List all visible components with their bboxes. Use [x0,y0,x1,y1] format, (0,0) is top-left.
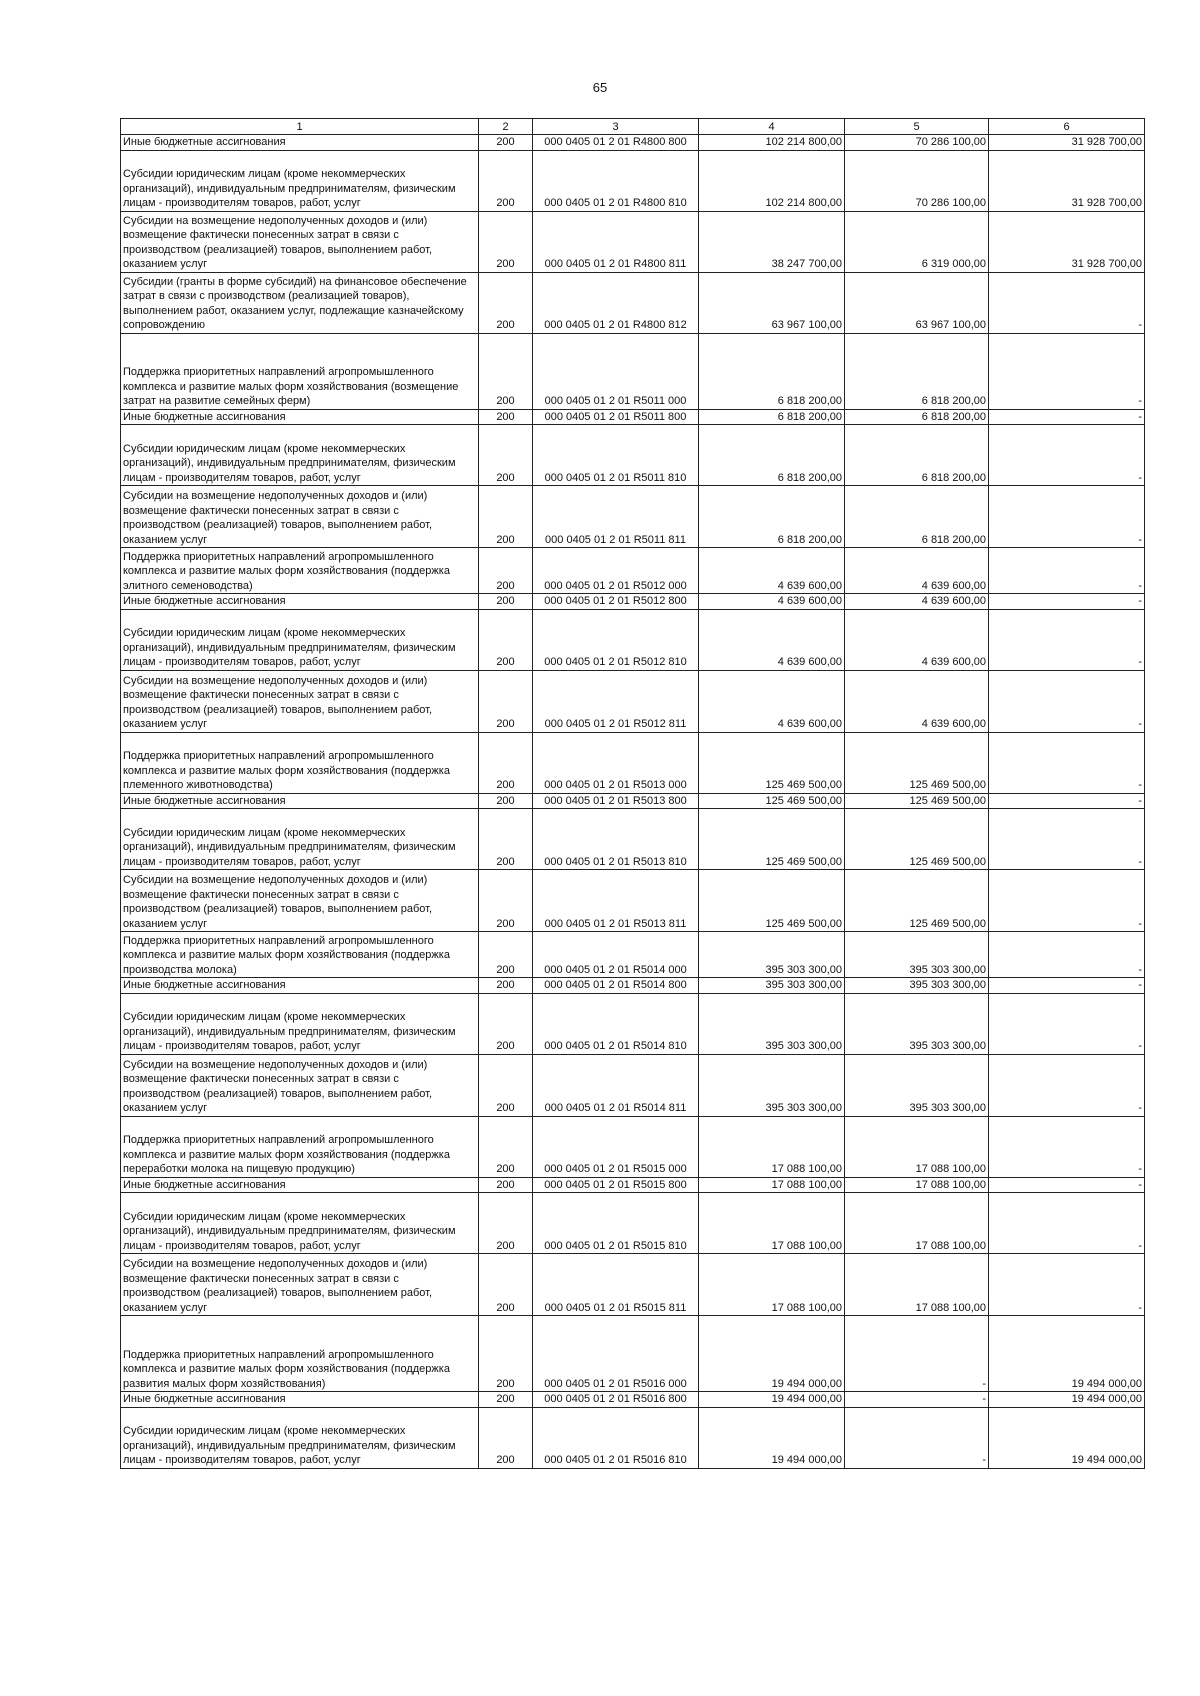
row-col-4: 4 639 600,00 [699,548,845,594]
row-name: Субсидии юридическим лицам (кроме некоммерческих организаций), индивидуальным предпринимателям, физическим лицам - производителям товаров, работ, услуг [121,1407,479,1468]
row-col-4: 395 303 300,00 [699,993,845,1054]
row-col-5: 125 469 500,00 [845,870,989,932]
table-row [121,211,1145,272]
row-col-5: - [845,1316,989,1392]
row-type: 200 [479,211,533,272]
row-type: 200 [479,1316,533,1392]
row-col-5: 395 303 300,00 [845,1054,989,1116]
row-type: 200 [479,609,533,670]
row-code: 000 0405 01 2 01 R4800 811 [533,211,699,272]
table-row [121,1193,1145,1254]
row-col-6: - [989,809,1145,870]
row-col-6: - [989,548,1145,594]
row-col-4: 4 639 600,00 [699,670,845,732]
row-col-4: 4 639 600,00 [699,594,845,610]
row-code: 000 0405 01 2 01 R5011 800 [533,409,699,425]
row-code: 000 0405 01 2 01 R5016 800 [533,1392,699,1408]
row-name: Субсидии на возмещение недополученных доходов и (или) возмещение фактически понесенных затрат в связи с производством (реализацией) товаров, выполнением работ, оказанием услуг [121,486,479,548]
row-code: 000 0405 01 2 01 R5015 800 [533,1177,699,1193]
row-name: Иные бюджетные ассигнования [121,1177,479,1193]
row-type: 200 [479,809,533,870]
row-col-4: 4 639 600,00 [699,609,845,670]
row-code: 000 0405 01 2 01 R5012 811 [533,670,699,732]
budget-table [120,118,1145,1469]
row-col-6: - [989,670,1145,732]
row-name: Субсидии юридическим лицам (кроме некоммерческих организаций), индивидуальным предпринимателям, физическим лицам - производителям товаров, работ, услуг [121,609,479,670]
row-col-6: - [989,1254,1145,1316]
header-col-3: 3 [533,119,699,135]
row-col-5: 17 088 100,00 [845,1254,989,1316]
row-col-4: 6 818 200,00 [699,409,845,425]
row-name: Субсидии юридическим лицам (кроме некоммерческих организаций), индивидуальным предпринимателям, физическим лицам - производителям товаров, работ, услуг [121,809,479,870]
table-row [121,1054,1145,1116]
table-row [121,870,1145,932]
row-col-4: 102 214 800,00 [699,150,845,211]
row-name: Иные бюджетные ассигнования [121,1392,479,1408]
row-col-5: 63 967 100,00 [845,272,989,333]
row-col-5: 4 639 600,00 [845,670,989,732]
row-code: 000 0405 01 2 01 R5014 800 [533,978,699,994]
page-number: 65 [592,80,608,95]
header-col-4: 4 [699,119,845,135]
row-col-4: 19 494 000,00 [699,1392,845,1408]
row-name: Субсидии на возмещение недополученных доходов и (или) возмещение фактически понесенных затрат в связи с производством (реализацией) товаров, выполнением работ, оказанием услуг [121,670,479,732]
table-row [121,1254,1145,1316]
table-row [121,1116,1145,1177]
header-col-1: 1 [121,119,479,135]
row-col-4: 6 818 200,00 [699,425,845,486]
table-row [121,1392,1145,1408]
row-col-4: 38 247 700,00 [699,211,845,272]
row-col-5: 4 639 600,00 [845,548,989,594]
row-col-6: - [989,486,1145,548]
row-col-5: 125 469 500,00 [845,809,989,870]
row-type: 200 [479,1177,533,1193]
row-name: Иные бюджетные ассигнования [121,594,479,610]
row-col-6: - [989,732,1145,793]
row-col-6: - [989,409,1145,425]
row-type: 200 [479,1116,533,1177]
row-col-6: - [989,1116,1145,1177]
table-row [121,1316,1145,1392]
row-type: 200 [479,409,533,425]
row-code: 000 0405 01 2 01 R5013 810 [533,809,699,870]
row-col-6: - [989,993,1145,1054]
row-code: 000 0405 01 2 01 R4800 810 [533,150,699,211]
row-name: Субсидии (гранты в форме субсидий) на финансовое обеспечение затрат в связи с производством (реализацией товаров), выполнением работ, оказанием услуг, подлежащие казначейскому сопровождению [121,272,479,333]
table-row [121,732,1145,793]
row-col-4: 6 818 200,00 [699,486,845,548]
row-col-5: - [845,1407,989,1468]
row-name: Поддержка приоритетных направлений агропромышленного комплекса и развитие малых форм хозяйствования (возмещение затрат на развитие семейных ферм) [121,333,479,409]
table-row [121,272,1145,333]
row-name: Поддержка приоритетных направлений агропромышленного комплекса и развитие малых форм хозяйствования (поддержка элитного семеноводства) [121,548,479,594]
row-col-6: - [989,594,1145,610]
row-name: Иные бюджетные ассигнования [121,409,479,425]
row-type: 200 [479,732,533,793]
row-col-5: - [845,1392,989,1408]
row-col-5: 395 303 300,00 [845,978,989,994]
row-name: Субсидии на возмещение недополученных доходов и (или) возмещение фактически понесенных затрат в связи с производством (реализацией) товаров, выполнением работ, оказанием услуг [121,1054,479,1116]
row-name: Субсидии на возмещение недополученных доходов и (или) возмещение фактически понесенных затрат в связи с производством (реализацией) товаров, выполнением работ, оказанием услуг [121,870,479,932]
row-col-5: 17 088 100,00 [845,1116,989,1177]
row-code: 000 0405 01 2 01 R5014 811 [533,1054,699,1116]
row-code: 000 0405 01 2 01 R4800 800 [533,135,699,151]
row-col-5: 395 303 300,00 [845,993,989,1054]
row-col-5: 6 818 200,00 [845,425,989,486]
row-name: Субсидии юридическим лицам (кроме некоммерческих организаций), индивидуальным предпринимателям, физическим лицам - производителям товаров, работ, услуг [121,993,479,1054]
row-type: 200 [479,486,533,548]
table-row [121,1177,1145,1193]
row-col-4: 17 088 100,00 [699,1193,845,1254]
header-col-2: 2 [479,119,533,135]
table-row [121,932,1145,978]
row-col-5: 6 319 000,00 [845,211,989,272]
row-name: Поддержка приоритетных направлений агропромышленного комплекса и развитие малых форм хозяйствования (поддержка переработки молока на пищевую продукцию) [121,1116,479,1177]
table-row [121,793,1145,809]
row-type: 200 [479,793,533,809]
row-type: 200 [479,425,533,486]
row-col-6: - [989,1193,1145,1254]
row-type: 200 [479,548,533,594]
table-row [121,409,1145,425]
row-col-4: 395 303 300,00 [699,978,845,994]
row-col-5: 6 818 200,00 [845,486,989,548]
row-type: 200 [479,150,533,211]
row-col-5: 70 286 100,00 [845,135,989,151]
row-col-4: 102 214 800,00 [699,135,845,151]
row-code: 000 0405 01 2 01 R5012 810 [533,609,699,670]
row-col-6: - [989,793,1145,809]
row-code: 000 0405 01 2 01 R5016 810 [533,1407,699,1468]
row-name: Субсидии на возмещение недополученных доходов и (или) возмещение фактически понесенных затрат в связи с производством (реализацией) товаров, выполнением работ, оказанием услуг [121,211,479,272]
row-col-6: - [989,932,1145,978]
row-col-4: 125 469 500,00 [699,732,845,793]
row-col-5: 125 469 500,00 [845,793,989,809]
header-col-5: 5 [845,119,989,135]
row-col-6: 31 928 700,00 [989,135,1145,151]
row-col-6: 19 494 000,00 [989,1316,1145,1392]
row-col-6: - [989,870,1145,932]
table-row [121,135,1145,151]
table-row [121,594,1145,610]
row-col-5: 4 639 600,00 [845,594,989,610]
row-type: 200 [479,1254,533,1316]
row-code: 000 0405 01 2 01 R4800 812 [533,272,699,333]
row-code: 000 0405 01 2 01 R5013 800 [533,793,699,809]
row-col-5: 6 818 200,00 [845,333,989,409]
row-code: 000 0405 01 2 01 R5015 000 [533,1116,699,1177]
row-col-5: 17 088 100,00 [845,1193,989,1254]
table-row [121,548,1145,594]
table-row [121,333,1145,409]
row-col-4: 395 303 300,00 [699,1054,845,1116]
row-col-6: 31 928 700,00 [989,150,1145,211]
row-name: Поддержка приоритетных направлений агропромышленного комплекса и развитие малых форм хозяйствования (поддержка племенного животноводства) [121,732,479,793]
table-row [121,1407,1145,1468]
row-col-5: 395 303 300,00 [845,932,989,978]
table-header [121,119,1145,135]
row-code: 000 0405 01 2 01 R5015 811 [533,1254,699,1316]
row-col-6: 31 928 700,00 [989,211,1145,272]
row-code: 000 0405 01 2 01 R5011 811 [533,486,699,548]
row-name: Иные бюджетные ассигнования [121,978,479,994]
table-row [121,978,1145,994]
row-name: Субсидии юридическим лицам (кроме некоммерческих организаций), индивидуальным предпринимателям, физическим лицам - производителям товаров, работ, услуг [121,425,479,486]
row-type: 200 [479,333,533,409]
row-col-6: 19 494 000,00 [989,1407,1145,1468]
row-type: 200 [479,135,533,151]
row-col-4: 125 469 500,00 [699,870,845,932]
row-col-6: - [989,425,1145,486]
row-col-4: 125 469 500,00 [699,809,845,870]
row-name: Поддержка приоритетных направлений агропромышленного комплекса и развитие малых форм хозяйствования (поддержка производства молока) [121,932,479,978]
row-col-6: - [989,1177,1145,1193]
row-type: 200 [479,1054,533,1116]
row-type: 200 [479,993,533,1054]
row-col-6: 19 494 000,00 [989,1392,1145,1408]
row-col-4: 63 967 100,00 [699,272,845,333]
row-code: 000 0405 01 2 01 R5012 000 [533,548,699,594]
row-type: 200 [479,670,533,732]
row-name: Поддержка приоритетных направлений агропромышленного комплекса и развитие малых форм хозяйствования (поддержка развития малых форм хозяйствования) [121,1316,479,1392]
row-name: Иные бюджетные ассигнования [121,793,479,809]
row-code: 000 0405 01 2 01 R5016 000 [533,1316,699,1392]
table-row [121,993,1145,1054]
row-code: 000 0405 01 2 01 R5014 000 [533,932,699,978]
row-type: 200 [479,1407,533,1468]
row-col-4: 17 088 100,00 [699,1116,845,1177]
table-row [121,425,1145,486]
row-name: Субсидии юридическим лицам (кроме некоммерческих организаций), индивидуальным предпринимателям, физическим лицам - производителям товаров, работ, услуг [121,150,479,211]
table-row [121,486,1145,548]
row-code: 000 0405 01 2 01 R5011 810 [533,425,699,486]
row-code: 000 0405 01 2 01 R5013 811 [533,870,699,932]
row-col-4: 125 469 500,00 [699,793,845,809]
row-type: 200 [479,1392,533,1408]
row-col-4: 17 088 100,00 [699,1254,845,1316]
row-col-6: - [989,333,1145,409]
row-col-4: 19 494 000,00 [699,1407,845,1468]
row-col-4: 17 088 100,00 [699,1177,845,1193]
row-name: Иные бюджетные ассигнования [121,135,479,151]
row-col-5: 6 818 200,00 [845,409,989,425]
row-code: 000 0405 01 2 01 R5015 810 [533,1193,699,1254]
row-name: Субсидии на возмещение недополученных доходов и (или) возмещение фактически понесенных затрат в связи с производством (реализацией) товаров, выполнением работ, оказанием услуг [121,1254,479,1316]
row-col-5: 125 469 500,00 [845,732,989,793]
row-col-6: - [989,609,1145,670]
row-code: 000 0405 01 2 01 R5013 000 [533,732,699,793]
header-col-6: 6 [989,119,1145,135]
row-type: 200 [479,594,533,610]
row-col-5: 4 639 600,00 [845,609,989,670]
row-col-6: - [989,1054,1145,1116]
row-col-4: 19 494 000,00 [699,1316,845,1392]
table-row [121,809,1145,870]
row-type: 200 [479,978,533,994]
row-col-5: 17 088 100,00 [845,1177,989,1193]
row-type: 200 [479,932,533,978]
row-col-5: 70 286 100,00 [845,150,989,211]
table-row [121,609,1145,670]
table-row [121,150,1145,211]
row-col-6: - [989,272,1145,333]
row-col-6: - [989,978,1145,994]
row-code: 000 0405 01 2 01 R5014 810 [533,993,699,1054]
row-col-4: 395 303 300,00 [699,932,845,978]
row-type: 200 [479,1193,533,1254]
row-col-4: 6 818 200,00 [699,333,845,409]
row-code: 000 0405 01 2 01 R5012 800 [533,594,699,610]
row-type: 200 [479,272,533,333]
table-row [121,670,1145,732]
row-name: Субсидии юридическим лицам (кроме некоммерческих организаций), индивидуальным предпринимателям, физическим лицам - производителям товаров, работ, услуг [121,1193,479,1254]
row-type: 200 [479,870,533,932]
row-code: 000 0405 01 2 01 R5011 000 [533,333,699,409]
